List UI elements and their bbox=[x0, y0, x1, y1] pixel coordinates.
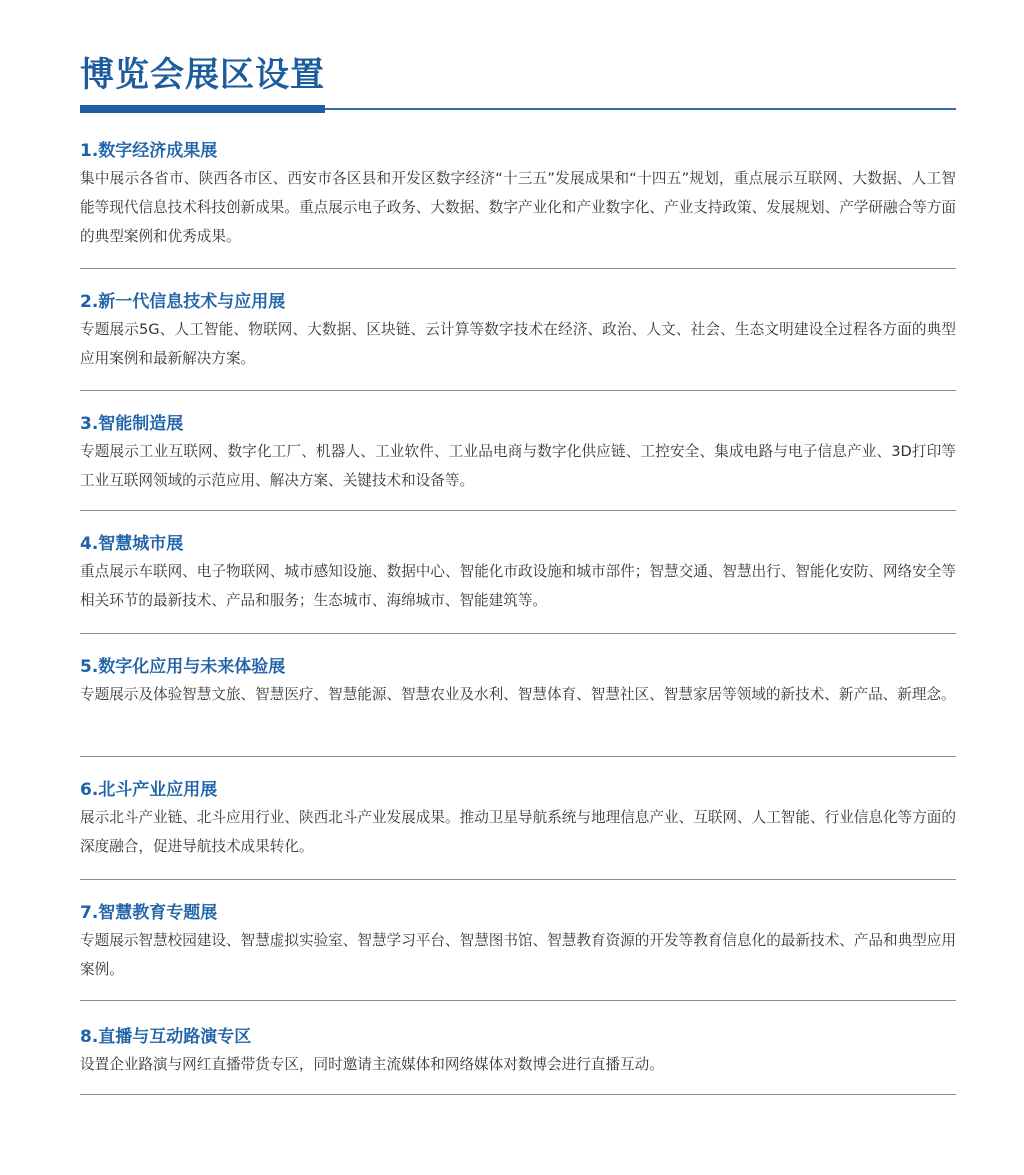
section-body: 专题展示5G、人工智能、物联网、大数据、区块链、云计算等数字技术在经济、政治、人文、社会、生态文明建设全过程各方面的典型应用案例和最新解决方案。 bbox=[80, 321, 956, 367]
section-next-gen-it bbox=[80, 289, 956, 373]
section-live-roadshow bbox=[80, 1024, 956, 1079]
page-title: 博览会展区设置 bbox=[80, 55, 325, 95]
section-heading: 4.智慧城市展 bbox=[80, 534, 184, 554]
section-smart-manufacturing bbox=[80, 411, 956, 495]
title-underline-accent bbox=[80, 105, 325, 113]
section-digital-economy bbox=[80, 138, 956, 251]
section-body: 展示北斗产业链、北斗应用行业、陕西北斗产业发展成果。推动卫星导航系统与地理信息产业、互联网、人工智能、行业信息化等方面的深度融合，促进导航技术成果转化。 bbox=[80, 809, 956, 855]
section-body: 重点展示车联网、电子物联网、城市感知设施、数据中心、智能化市政设施和城市部件；智慧交通、智慧出行、智能化安防、网络安全等相关环节的最新技术、产品和服务；生态城市、海绵城市、智能建筑等。 bbox=[80, 563, 956, 609]
section-heading: 6.北斗产业应用展 bbox=[80, 780, 218, 800]
section-divider bbox=[80, 1094, 956, 1095]
section-body: 集中展示各省市、陕西各市区、西安市各区县和开发区数字经济“十三五”发展成果和“十四五”规划，重点展示互联网、大数据、人工智能等现代信息技术科技创新成果。重点展示电子政务、大数据、数字产业化和产业数字化、产业支持政策、发展规划、产学研融合等方面的典型案例和优秀成果。 bbox=[80, 170, 956, 245]
section-heading: 3.智能制造展 bbox=[80, 414, 184, 434]
section-divider bbox=[80, 1000, 956, 1001]
section-body: 专题展示及体验智慧文旅、智慧医疗、智慧能源、智慧农业及水利、智慧体育、智慧社区、智慧家居等领域的新技术、新产品、新理念。 bbox=[80, 686, 956, 703]
section-body: 专题展示智慧校园建设、智慧虚拟实验室、智慧学习平台、智慧图书馆、智慧教育资源的开发等教育信息化的最新技术、产品和典型应用案例。 bbox=[80, 932, 956, 978]
section-beidou bbox=[80, 777, 956, 861]
section-heading: 8.直播与互动路演专区 bbox=[80, 1027, 252, 1047]
section-divider bbox=[80, 390, 956, 391]
section-divider bbox=[80, 268, 956, 269]
section-divider bbox=[80, 756, 956, 757]
section-smart-city bbox=[80, 531, 956, 615]
section-heading: 1.数字经济成果展 bbox=[80, 141, 218, 161]
section-digital-application bbox=[80, 654, 956, 709]
section-heading: 5.数字化应用与未来体验展 bbox=[80, 657, 286, 677]
section-body: 专题展示工业互联网、数字化工厂、机器人、工业软件、工业品电商与数字化供应链、工控安全、集成电路与电子信息产业、3D打印等工业互联网领域的示范应用、解决方案、关键技术和设备等。 bbox=[80, 443, 956, 489]
section-body: 设置企业路演与网红直播带货专区，同时邀请主流媒体和网络媒体对数博会进行直播互动。 bbox=[80, 1056, 664, 1073]
section-heading: 7.智慧教育专题展 bbox=[80, 903, 218, 923]
section-smart-education bbox=[80, 900, 956, 984]
section-divider bbox=[80, 879, 956, 880]
section-divider bbox=[80, 633, 956, 634]
section-divider bbox=[80, 510, 956, 511]
section-heading: 2.新一代信息技术与应用展 bbox=[80, 292, 286, 312]
